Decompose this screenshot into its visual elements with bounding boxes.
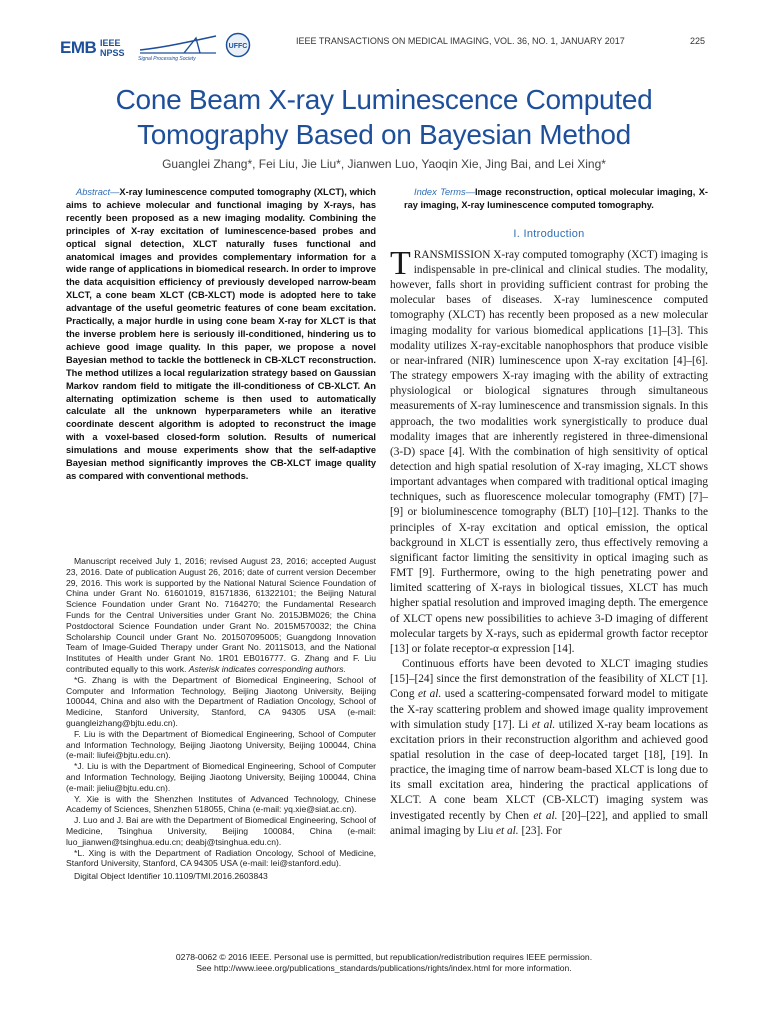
section-heading-introduction: I. Introduction [513,227,585,240]
footnote-xing: *L. Xing is with the Department of Radiation Oncology, School of Medicine, Stanford University, Stanford, CA 94305 USA (e-mail: lei@stanford.edu). [66,847,376,869]
abstract: Abstract—X-ray luminescence computed tomography (XLCT), which aims to achieve molecular and functional imaging by X-rays, has recently been proposed as a new imaging modality. Combining the principles of X-ray excitation of luminescence-based probes and optical signal detection, XLCT naturally fuses functional and anatomical images and provides complementary information for a wide range of applications in biomedical research. In order to improve the data acquisition efficiency of previously developed narrow-beam XLCT, a cone beam XLCT (CB-XLCT) mode is adopted here to take advantage of the useful geometric features of cone beam excitation. Practically, a major hurdle in using cone beam X-ray for XLCT is that the inverse problem here is seriously ill-conditioned, hindering us to achieve good image quality. In this paper, we propose a novel Bayesian method to tackle the bottleneck in CB-XLCT reconstruction. The method utilizes a local regularization strategy based on Gaussian Markov random field to mitigate the ill-conditioness of CB-XLCT. An alternating optimization scheme is then used to automatically calculate all the unknown hyperparameters while an iterative coordinate descent algorithm is adopted to reconstruct the image with a voxel-based closed-form solution. Results of numerical simulations and mouse experiments show that the self-adaptive Bayesian method significantly improves the CB-XLCT image quality as compared with conventional methods. [66,187,376,481]
index-terms-text: Image reconstruction, optical molecular imaging, X-ray imaging, X-ray luminescence computed tomography. [404,187,709,210]
index-terms: Index Terms—Image reconstruction, optical molecular imaging, X-ray imaging, X-ray luminescence computed tomography. [404,187,709,210]
copyright-line-2: See http://www.ieee.org/publications_standards/publications/rights/index.html for more information. [196,963,572,973]
title-line-2: Tomography Based on Bayesian Method [137,119,631,150]
doi: Digital Object Identifier 10.1109/TMI.2016.2603843 [74,871,268,882]
emb-logo: EMB [60,38,97,57]
uffc-logo [225,32,251,58]
footnote-xie: Y. Xie is with the Shenzhen Institutes of Advanced Technology, Chinese Academy of Sciences, Shenzhen 518055, China (e-mail: yq.xie@siat.ac.cn). [66,793,376,815]
signal-processing-society-logo [138,34,218,56]
intro-paragraph-2: Continuous efforts have been devoted to XLCT imaging studies [15]–[24] since the first demonstration of the feasibility of XLCT [1]. Cong et al. used a scattering-compensated forward model to mitigate the X-ray scattering problem and showed image quality improvement with simulation study [17]. Li et al. utilized X-ray beam locations as excitation priors in their reconstruction algorithm and achieved good spatial resolution in the case of deep-located target [18], [19]. In practice, the imaging time of narrow beam-based XLCT is long due to its small excitation area, hindering the practical applications of XLCT. A cone beam XLCT (CB-XLCT) imaging system was investigated recently by Chen et al. [20]–[22], and applied to small animal imaging by Liu et al. [23]. For [390,658,709,837]
abstract-text: X-ray luminescence computed tomography (XLCT), which aims to achieve molecular and functional imaging by X-rays, has recently been proposed as a new imaging modality. Combining the principles of X-ray excitation of luminescence-based probes and optical signal detection, XLCT naturally fuses functional and anatomical images and provides complementary information for a wide range of applications in biomedical research. In order to improve the data acquisition efficiency of previously developed narrow-beam XLCT, a cone beam XLCT (CB-XLCT) mode is adopted here to take advantage of the useful geometric features of cone beam excitation. Practically, a major hurdle in using cone beam X-ray for XLCT is that the inverse problem here is seriously ill-conditioned, hindering us to achieve good image quality. In this paper, we propose a novel Bayesian method to tackle the bottleneck in CB-XLCT reconstruction. The method utilizes a local regularization strategy based on Gaussian Markov random field to mitigate the ill-conditioness of CB-XLCT. An alternating optimization scheme is then used to automatically calculate all the unknown hyperparameters while an iterative coordinate descent algorithm is adopted to reconstruct the image with a voxel-based closed-form solution. Results of numerical simulations and mouse experiments show that the self-adaptive Bayesian method significantly improves the CB-XLCT image quality as compared with conventional methods. [66,187,376,481]
sps-logo-text: Signal Processing Society [138,56,196,62]
copyright-notice [60,952,708,974]
footnote-fliu: F. Liu is with the Department of Biomedical Engineering, School of Computer and Information Technology, Beijing Jiaotong University, Beijing 100044, China (e-mail: liufei@bjtu.edu.cn). [66,728,376,761]
index-terms-label: Index Terms [414,187,466,197]
paper-title [60,82,708,152]
npss-logo-text: NPSS [100,48,125,58]
right-column [390,186,708,839]
journal-header: IEEE TRANSACTIONS ON MEDICAL IMAGING, VOL. 36, NO. 1, JANUARY 2017 [296,36,625,46]
author-list: Guanglei Zhang*, Fei Liu, Jie Liu*, Jianwen Luo, Yaoqin Xie, Jing Bai, and Lei Xing* [162,157,606,171]
footnote-luo-bai: J. Luo and J. Bai are with the Department of Biomedical Engineering, School of Medicine, Tsinghua University, Beijing 100084, China (e-mail: luo_jianwen@tsinghua.edu.cn; deabj@tsinghua.edu.cn). [66,815,376,847]
footnote-manuscript: Manuscript received July 1, 2016; revised August 23, 2016; accepted August 23, 2016. Date of publication August 26, 2016; date of current version December 29, 2016. This work is supported by the National Natural Science Foundation of China under Grant No. 61601019, 81571836, 61322101; the Beijing Natural Science Foundation under Grant No. 7164270; the Fundamental Research Funds for the Central Universities under Grant No. 2015JBM026; the China Postdoctoral Science Foundation under Grant No. 2015M570032; the China Scholarship Council under Grant No. 201507095005; Guangdong Innovation Team of Image-Guided Therapy under Grant No. 2011S013, and the National Institutes of Health under Grant No. 1R01 EB016777. G. Zhang and F. Liu contributed equally to this work. Asterisk indicates corresponding authors. [66,556,376,674]
footnote-zhang: *G. Zhang is with the Department of Biomedical Engineering, School of Computer and Information Technology, Beijing Jiaotong University, Beijing 100044, China and also with the Department of Radiation Oncology, School of Medicine, Stanford University, Stanford, CA 94305 USA (e-mail: guangleizhang@bjtu.edu.cn). [66,674,376,728]
ieee-logo-text: IEEE [100,38,121,48]
drop-cap: T [390,244,411,282]
ieee-npss-logo [100,38,125,58]
footnote-jliu: *J. Liu is with the Department of Biomedical Engineering, School of Computer and Information Technology, Beijing Jiaotong University, Beijing 100044, China (e-mail: jieliu@bjtu.edu.cn). [66,761,376,793]
left-column [66,186,376,483]
page-number: 225 [690,36,706,46]
intro-paragraph-1: TRANSMISSION X-ray computed tomography (XCT) imaging is indispensable in pre-clinical and clinical studies. The modality, however, falls short in providing sufficient contrast for probing the molecular bases of diseases. X-ray luminescence computed tomography (XLCT) has recently been proposed as a new molecular imaging modality for various biomedical applications [1]–[3]. This modality utilizes X-ray-excitable nanophosphors that produce visible or near-infrared (NIR) luminescence upon X-ray excitation [4]–[6]. The strategy empowers X-ray imaging with the ability of extracting physiological or biological signatures through simultaneous measurements of X-ray luminescence and transmission signals. In this approach, the two modalities work synergistically to produce dual modality images that are inherently registered in three-dimensional (3-D) space [4]. With the combination of high sensitivity of optical detection and high spatial resolution of X-ray imaging, XLCT shows important advantages when compared with traditional optical imaging techniques, such as fluorescence molecular tomography (FMT) [7]–[9] or bioluminescence tomography (BLT) [10]–[12]. Thanks to the principles of X-ray excitation and optical emission, the optical background in XLCT is essentially zero, thus effectively removing a significant factor limiting the sensitivity in optical imaging such as FMT [9]. Furthermore, owing to the high penetrating power and limited scattering of X-rays in biological tissues, XLCT has much higher spatial resolution and improved imaging depth. The emergence of XLCT opens new possibilities to achieve 3-D imaging of different molecular targets by X-rays, such as epidermal growth factor receptor [13] or folate receptor-α expression [14]. [390,244,708,655]
title-line-1: Cone Beam X-ray Luminescence Computed [115,84,653,115]
footnotes [66,556,376,882]
uffc-logo-text: UFFC [228,43,248,50]
abstract-label: Abstract [76,187,111,197]
copyright-line-1: 0278-0062 © 2016 IEEE. Personal use is permitted, but republication/redistribution requires IEEE permission. [175,952,593,962]
header-logos [60,32,270,66]
